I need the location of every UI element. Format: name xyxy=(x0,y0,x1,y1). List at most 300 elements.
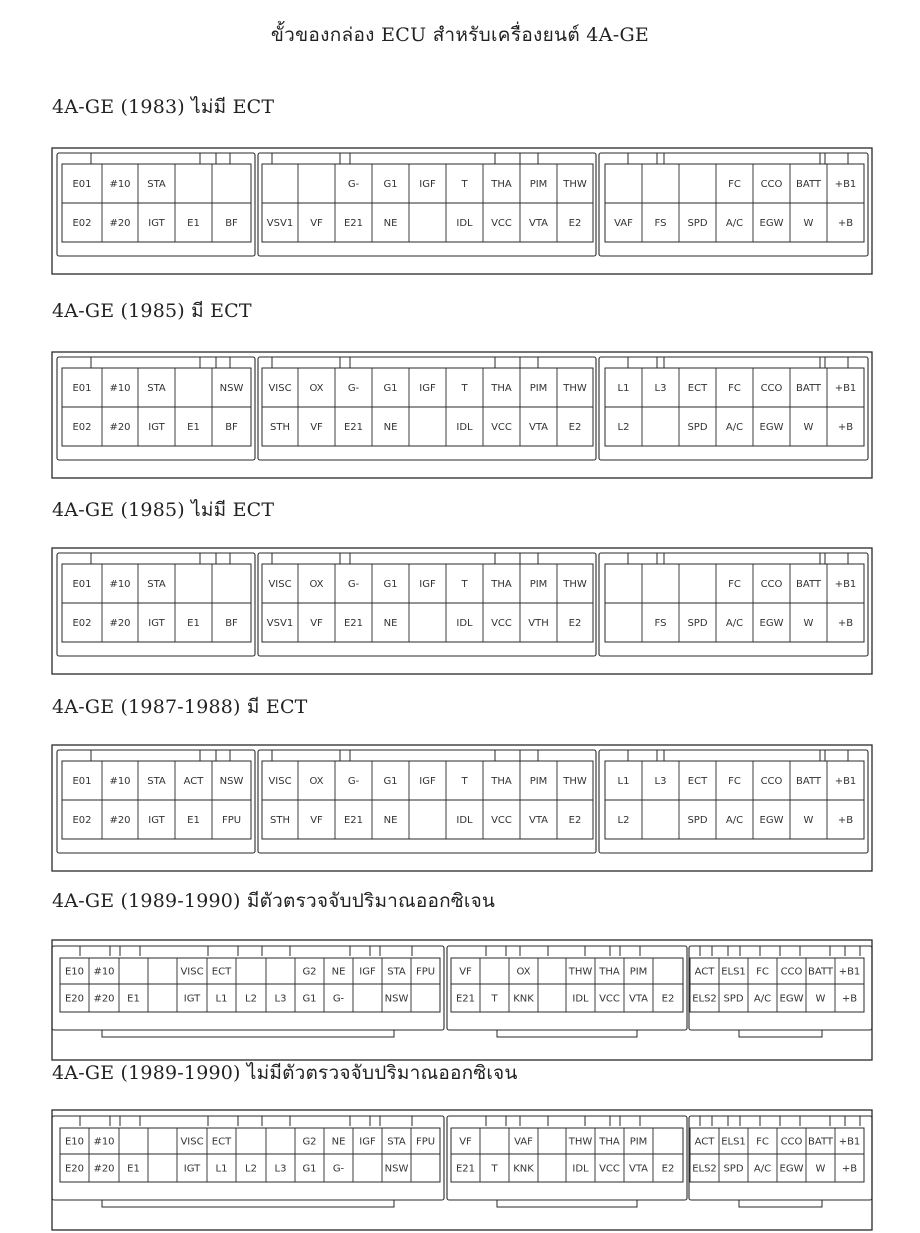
pin-label-num10: #10 xyxy=(109,579,131,590)
pin-label-plusb: +B xyxy=(837,218,854,229)
pin-label-e1: E1 xyxy=(127,1163,140,1175)
pin-label-e01: E01 xyxy=(72,179,92,190)
connector-block-outline xyxy=(258,153,596,256)
pin-label-e21: E21 xyxy=(343,815,364,826)
connector-block-1 xyxy=(57,153,255,256)
pin-label-igt: IGT xyxy=(183,993,201,1005)
pin-label-w: W xyxy=(803,422,814,433)
pin-label-l3: L3 xyxy=(654,383,667,394)
pin-label-igf: IGF xyxy=(359,1136,376,1148)
pin-label-l3: L3 xyxy=(274,993,287,1005)
pin-label-tha: THA xyxy=(491,579,512,590)
pin-label-cco: CCO xyxy=(760,179,783,190)
pin-label-vaf: VAF xyxy=(614,218,633,229)
pin-label-idl: IDL xyxy=(572,993,589,1005)
pin-label-sth: STH xyxy=(270,815,290,826)
pin-label-egw: EGW xyxy=(759,815,784,826)
pin-label-bf: BF xyxy=(225,618,238,629)
pin-label-l3: L3 xyxy=(654,776,667,787)
pin-label-egw: EGW xyxy=(759,218,784,229)
connector-block-1 xyxy=(52,1116,444,1207)
connector-block-1 xyxy=(52,946,444,1037)
pin-label-vaf: VAF xyxy=(514,1136,533,1148)
pin-label-e2: E2 xyxy=(568,422,582,433)
pin-label-bf: BF xyxy=(225,422,238,433)
connector-section-2 xyxy=(52,352,872,478)
pin-label-fs: FS xyxy=(654,218,667,229)
pin-label-thw: THW xyxy=(563,179,587,190)
connector-notch xyxy=(497,1030,637,1037)
pin-label-e10: E10 xyxy=(64,1136,85,1148)
pin-label-t: T xyxy=(461,383,468,394)
pin-label-igf: IGF xyxy=(419,579,436,590)
pin-label-e2: E2 xyxy=(568,815,582,826)
connector-block-1 xyxy=(57,553,255,656)
locking-tab xyxy=(272,750,340,761)
pin-label-l2: L2 xyxy=(617,422,630,433)
pin-label-egw: EGW xyxy=(779,993,804,1005)
pin-label-plusb1: +B1 xyxy=(834,579,857,590)
pin-label-vf: VF xyxy=(310,218,323,229)
locking-tab xyxy=(380,946,412,956)
pin-label-a-c: A/C xyxy=(753,993,772,1005)
pin-label-e2: E2 xyxy=(661,993,675,1005)
connector-notch xyxy=(102,1200,394,1207)
section-title-1989-1990-oxygen: 4A-GE (1989-1990) มีตัวตรวจจับปริมาณออกซิเจน xyxy=(52,890,496,912)
locking-tab xyxy=(620,1116,640,1126)
connector-block-outline xyxy=(599,153,868,256)
pin-label-e2: E2 xyxy=(568,218,582,229)
pin-label-plusb1: +B1 xyxy=(834,179,857,190)
pin-label-g: G- xyxy=(347,579,360,590)
pin-label-num10: #10 xyxy=(109,383,131,394)
pin-label-e21: E21 xyxy=(455,1163,476,1175)
pin-label-num10: #10 xyxy=(93,1136,115,1148)
pin-label-ox: OX xyxy=(516,966,531,978)
pin-label-tha: THA xyxy=(491,179,512,190)
pin-label-plusb1: +B1 xyxy=(838,1136,861,1148)
connector-notch xyxy=(739,1200,822,1207)
locking-tab xyxy=(520,153,538,164)
pin-label-cco: CCO xyxy=(780,1136,803,1148)
pin-label-ect: ECT xyxy=(211,1136,232,1148)
connector-block-2 xyxy=(258,153,596,256)
locking-tab xyxy=(628,750,657,761)
pin-label-g: G- xyxy=(347,383,360,394)
locking-tab xyxy=(350,153,495,164)
pin-label-els1: ELS1 xyxy=(721,1136,746,1148)
pin-label-igt: IGT xyxy=(148,422,165,433)
pin-label-l1: L1 xyxy=(617,776,630,787)
locking-tab xyxy=(825,153,848,164)
pin-label-tha: THA xyxy=(599,966,620,978)
locking-tab xyxy=(208,1116,238,1126)
section-title-1983: 4A-GE (1983) ไม่มี ECT xyxy=(52,96,275,118)
locking-tab xyxy=(350,357,495,368)
pin-label-idl: IDL xyxy=(456,618,473,629)
connector-block-3 xyxy=(599,357,868,460)
pin-label-cco: CCO xyxy=(760,383,783,394)
locking-tab xyxy=(825,750,848,761)
pin-label-batt: BATT xyxy=(796,776,821,787)
locking-tab xyxy=(272,153,340,164)
pin-label-spd: SPD xyxy=(687,618,708,629)
pin-label-sta: STA xyxy=(147,383,166,394)
locking-tab xyxy=(800,1116,830,1126)
pin-label-spd: SPD xyxy=(723,993,744,1005)
locking-tab xyxy=(350,1116,370,1126)
pin-label-vsv1: VSV1 xyxy=(266,618,294,629)
pin-label-cco: CCO xyxy=(780,966,803,978)
pin-label-ne: NE xyxy=(331,1136,346,1148)
pin-grid xyxy=(451,1128,683,1182)
pin-label-vta: VTA xyxy=(628,1163,649,1175)
pin-label-egw: EGW xyxy=(759,422,784,433)
pin-label-t: T xyxy=(491,1163,498,1175)
connector-block-outline xyxy=(689,1116,872,1200)
pin-label-plusb1: +B1 xyxy=(834,383,857,394)
pin-label-g1: G1 xyxy=(383,579,398,590)
pin-label-l2: L2 xyxy=(617,815,630,826)
connector-block-outline xyxy=(52,946,444,1030)
locking-tab xyxy=(520,357,538,368)
pin-label-egw: EGW xyxy=(779,1163,804,1175)
pin-label-ect: ECT xyxy=(211,966,232,978)
pin-label-thw: THW xyxy=(568,1136,593,1148)
pin-label-num20: #20 xyxy=(109,218,131,229)
locking-tab xyxy=(520,1116,548,1126)
pin-label-sta: STA xyxy=(387,1136,406,1148)
connector-block-3 xyxy=(599,750,868,853)
pin-label-vf: VF xyxy=(310,422,323,433)
pin-label-pim: PIM xyxy=(629,1136,648,1148)
locking-tab xyxy=(728,1116,740,1126)
pin-label-fc: FC xyxy=(728,383,741,394)
connector-block-outline xyxy=(599,750,868,853)
page-title: ขั้วของกล่อง ECU สำหรับเครื่องยนต์ 4A-GE xyxy=(270,24,650,46)
connector-block-2 xyxy=(258,750,596,853)
locking-tab xyxy=(486,1116,506,1126)
pin-label-vta: VTA xyxy=(628,993,649,1005)
pin-label-a-c: A/C xyxy=(725,815,744,826)
locking-tab xyxy=(262,946,290,956)
pin-label-ne: NE xyxy=(331,966,346,978)
locking-tab xyxy=(520,750,538,761)
pin-label-l2: L2 xyxy=(245,1163,257,1175)
connector-notch xyxy=(497,1200,637,1207)
pin-label-a-c: A/C xyxy=(725,618,744,629)
pin-label-thw: THW xyxy=(563,383,587,394)
pin-label-num20: #20 xyxy=(109,618,131,629)
locking-tab xyxy=(216,750,230,761)
connector-section-5 xyxy=(52,940,872,1060)
pin-label-sta: STA xyxy=(147,179,166,190)
pin-label-t: T xyxy=(461,776,468,787)
connector-block-1 xyxy=(57,750,255,853)
pin-label-plusb: +B xyxy=(837,422,854,433)
locking-tab xyxy=(91,750,200,761)
pin-label-els1: ELS1 xyxy=(721,966,746,978)
pin-label-igt: IGT xyxy=(148,815,165,826)
locking-tab xyxy=(585,946,610,956)
pin-label-t: T xyxy=(461,179,468,190)
pin-label-num10: #10 xyxy=(93,966,115,978)
pin-label-fc: FC xyxy=(728,776,741,787)
pin-label-e02: E02 xyxy=(72,815,92,826)
connector-block-outline xyxy=(447,946,687,1030)
pin-label-idl: IDL xyxy=(456,422,473,433)
pin-label-ne: NE xyxy=(383,422,398,433)
locking-tab xyxy=(760,1116,780,1126)
pin-label-a-c: A/C xyxy=(753,1163,772,1175)
pin-label-a-c: A/C xyxy=(725,422,744,433)
connector-section-1 xyxy=(52,148,872,274)
locking-tab xyxy=(628,553,657,564)
connector-block-2 xyxy=(447,946,687,1037)
pin-label-fs: FS xyxy=(654,618,667,629)
pin-label-e1: E1 xyxy=(187,815,200,826)
pin-label-num20: #20 xyxy=(109,422,131,433)
pin-label-knk: KNK xyxy=(513,993,534,1005)
locking-tab xyxy=(728,946,740,956)
pin-label-l1: L1 xyxy=(215,993,228,1005)
pin-label-num10: #10 xyxy=(109,179,131,190)
pin-label-w: W xyxy=(803,815,814,826)
connector-block-outline xyxy=(57,357,255,460)
pin-label-thw: THW xyxy=(568,966,593,978)
pin-label-g: G- xyxy=(332,993,345,1005)
pin-label-pim: PIM xyxy=(529,383,548,394)
pin-label-w: W xyxy=(803,618,814,629)
pin-label-e02: E02 xyxy=(72,218,92,229)
locking-tab xyxy=(380,1116,412,1126)
locking-tab xyxy=(664,553,820,564)
pin-label-e10: E10 xyxy=(64,966,85,978)
locking-tab xyxy=(845,946,860,956)
pin-label-e01: E01 xyxy=(72,383,92,394)
pin-label-bf: BF xyxy=(225,218,238,229)
pin-label-nsw: NSW xyxy=(219,776,244,787)
locking-tab xyxy=(216,153,230,164)
pin-label-batt: BATT xyxy=(796,579,821,590)
pin-grid xyxy=(451,958,683,1012)
connector-block-outline xyxy=(689,946,872,1030)
pin-label-vf: VF xyxy=(459,1136,472,1148)
locking-tab xyxy=(91,357,200,368)
pin-label-els2: ELS2 xyxy=(692,1163,717,1175)
connector-section-6 xyxy=(52,1110,872,1230)
pin-label-plusb1: +B1 xyxy=(834,776,857,787)
locking-tab xyxy=(760,946,780,956)
pin-label-cco: CCO xyxy=(760,579,783,590)
pin-label-e1: E1 xyxy=(127,993,140,1005)
connector-block-2 xyxy=(258,357,596,460)
pin-label-tha: THA xyxy=(599,1136,620,1148)
pin-label-igf: IGF xyxy=(419,179,436,190)
locking-tab xyxy=(91,153,200,164)
pin-label-e1: E1 xyxy=(187,618,200,629)
pin-label-spd: SPD xyxy=(723,1163,744,1175)
pin-label-e21: E21 xyxy=(343,422,364,433)
locking-tab xyxy=(520,946,548,956)
pin-label-thw: THW xyxy=(563,776,587,787)
locking-tab xyxy=(208,946,238,956)
locking-tab xyxy=(272,357,340,368)
pin-label-fc: FC xyxy=(756,966,769,978)
pin-label-fpu: FPU xyxy=(415,1136,436,1148)
pin-label-g2: G2 xyxy=(302,1136,317,1148)
pin-label-plusb: +B xyxy=(837,815,854,826)
pin-label-nsw: NSW xyxy=(219,383,244,394)
pin-label-l1: L1 xyxy=(617,383,630,394)
pin-label-vcc: VCC xyxy=(599,993,620,1005)
pin-label-vsv1: VSV1 xyxy=(266,218,294,229)
pin-label-pim: PIM xyxy=(529,179,548,190)
locking-tab xyxy=(845,1116,860,1126)
locking-tab xyxy=(80,1116,110,1126)
pin-label-plusb: +B xyxy=(841,1163,858,1175)
pin-label-ne: NE xyxy=(383,815,398,826)
connector-block-1 xyxy=(57,357,255,460)
pin-label-g1: G1 xyxy=(383,776,398,787)
pin-label-e2: E2 xyxy=(661,1163,675,1175)
pin-label-tha: THA xyxy=(491,383,512,394)
connector-block-2 xyxy=(447,1116,687,1207)
pin-label-batt: BATT xyxy=(796,383,821,394)
pin-label-visc: VISC xyxy=(268,776,292,787)
pin-label-els2: ELS2 xyxy=(692,993,717,1005)
pin-label-spd: SPD xyxy=(687,218,708,229)
pin-label-pim: PIM xyxy=(629,966,648,978)
pin-label-t: T xyxy=(491,993,498,1005)
locking-tab xyxy=(216,553,230,564)
connector-block-3 xyxy=(689,1116,872,1207)
pin-label-sth: STH xyxy=(270,422,290,433)
pin-label-vcc: VCC xyxy=(491,815,512,826)
pin-label-g: G- xyxy=(332,1163,345,1175)
section-title-1985-ect: 4A-GE (1985) มี ECT xyxy=(52,300,252,322)
locking-tab xyxy=(628,153,657,164)
pin-label-num20: #20 xyxy=(93,1163,115,1175)
pin-label-t: T xyxy=(461,579,468,590)
pin-label-ne: NE xyxy=(383,218,398,229)
pin-label-cco: CCO xyxy=(760,776,783,787)
pin-label-vcc: VCC xyxy=(599,1163,620,1175)
pin-label-vth: VTH xyxy=(528,618,549,629)
pin-label-fc: FC xyxy=(756,1136,769,1148)
pin-label-plusb: +B xyxy=(837,618,854,629)
pin-label-g1: G1 xyxy=(302,993,317,1005)
pin-label-vf: VF xyxy=(310,815,323,826)
pin-label-vcc: VCC xyxy=(491,422,512,433)
pin-label-egw: EGW xyxy=(759,618,784,629)
locking-tab xyxy=(350,946,370,956)
locking-tab xyxy=(262,1116,290,1126)
pin-label-l1: L1 xyxy=(215,1163,228,1175)
pin-label-knk: KNK xyxy=(513,1163,534,1175)
pin-label-sta: STA xyxy=(387,966,406,978)
connector-block-3 xyxy=(689,946,872,1037)
pin-label-igt: IGT xyxy=(148,618,165,629)
pin-label-nsw: NSW xyxy=(384,993,409,1005)
pin-label-ne: NE xyxy=(383,618,398,629)
pin-label-e21: E21 xyxy=(343,218,364,229)
connector-block-outline xyxy=(57,153,255,256)
pin-label-l2: L2 xyxy=(245,993,257,1005)
pin-label-ect: ECT xyxy=(687,776,708,787)
pin-label-spd: SPD xyxy=(687,815,708,826)
pin-label-e20: E20 xyxy=(64,1163,85,1175)
pin-label-idl: IDL xyxy=(456,218,473,229)
locking-tab xyxy=(80,946,110,956)
connector-block-outline xyxy=(57,553,255,656)
connector-block-outline xyxy=(258,553,596,656)
connector-section-4 xyxy=(52,745,872,871)
pin-label-visc: VISC xyxy=(180,966,204,978)
connector-block-outline xyxy=(57,750,255,853)
pin-label-g2: G2 xyxy=(302,966,317,978)
locking-tab xyxy=(664,750,820,761)
pin-label-act: ACT xyxy=(694,1136,715,1148)
pin-label-g1: G1 xyxy=(383,383,398,394)
pin-label-e1: E1 xyxy=(187,422,200,433)
pin-label-vcc: VCC xyxy=(491,618,512,629)
pin-label-e20: E20 xyxy=(64,993,85,1005)
pin-label-num10: #10 xyxy=(109,776,131,787)
pin-label-fc: FC xyxy=(728,179,741,190)
pin-label-e02: E02 xyxy=(72,618,92,629)
pin-label-fc: FC xyxy=(728,579,741,590)
pin-label-spd: SPD xyxy=(687,422,708,433)
pin-label-batt: BATT xyxy=(808,1136,833,1148)
locking-tab xyxy=(800,946,830,956)
pin-label-plusb1: +B1 xyxy=(838,966,861,978)
connector-block-outline xyxy=(258,357,596,460)
locking-tab xyxy=(350,553,495,564)
pin-label-ect: ECT xyxy=(687,383,708,394)
pin-label-vta: VTA xyxy=(528,815,549,826)
pin-label-vta: VTA xyxy=(528,218,549,229)
pin-label-l3: L3 xyxy=(274,1163,287,1175)
locking-tab xyxy=(120,1116,140,1126)
pin-label-ox: OX xyxy=(309,383,324,394)
pin-label-act: ACT xyxy=(183,776,204,787)
pin-label-a-c: A/C xyxy=(725,218,744,229)
pin-label-igf: IGF xyxy=(359,966,376,978)
pin-label-e2: E2 xyxy=(568,618,582,629)
pin-label-pim: PIM xyxy=(529,776,548,787)
pin-label-e01: E01 xyxy=(72,579,92,590)
connector-block-outline xyxy=(447,1116,687,1200)
connector-notch xyxy=(739,1030,822,1037)
pin-label-e21: E21 xyxy=(455,993,476,1005)
locking-tab xyxy=(700,1116,712,1126)
pin-label-visc: VISC xyxy=(268,383,292,394)
pin-label-tha: THA xyxy=(491,776,512,787)
connector-block-outline xyxy=(258,750,596,853)
connector-section-3 xyxy=(52,548,872,674)
locking-tab xyxy=(700,946,712,956)
pin-label-e21: E21 xyxy=(343,618,364,629)
pin-label-w: W xyxy=(815,1163,826,1175)
pin-label-vf: VF xyxy=(459,966,472,978)
locking-tab xyxy=(825,357,848,368)
pin-label-g1: G1 xyxy=(383,179,398,190)
pin-label-num20: #20 xyxy=(93,993,115,1005)
pin-label-sta: STA xyxy=(147,579,166,590)
pin-label-fpu: FPU xyxy=(415,966,436,978)
locking-tab xyxy=(91,553,200,564)
